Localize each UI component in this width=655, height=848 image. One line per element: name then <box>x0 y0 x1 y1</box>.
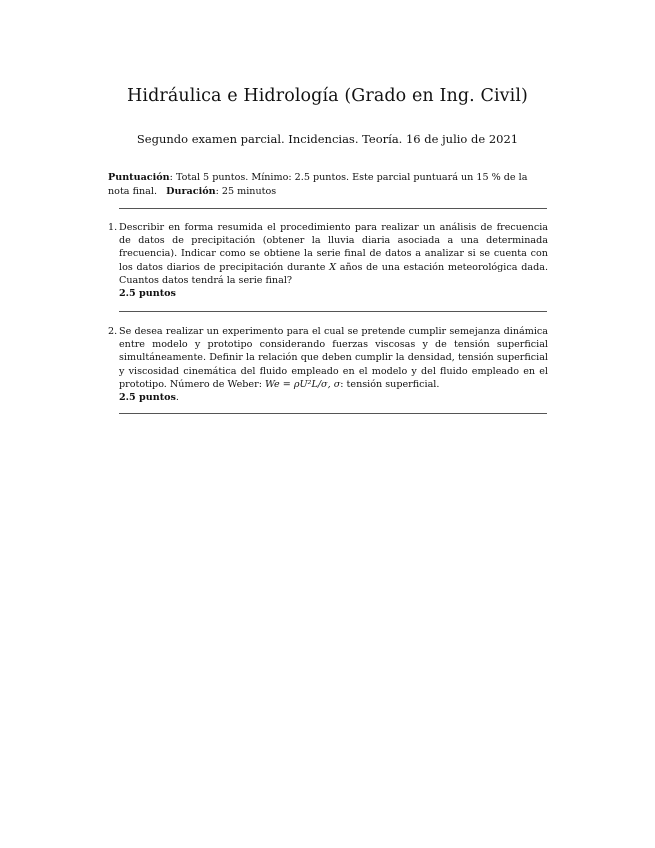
question-body <box>119 325 548 404</box>
question-text: Describir en forma resumida el procedimiento para realizar un análisis de frecuencia de datos de precipitación (obtener la lluvia diaria asociada a una determinada frecuencia). Indicar como se obtiene la serie final de datos a analizar si se cuenta con los datos diarios de precipitación durante <box>119 222 548 273</box>
divider-rule <box>119 311 547 312</box>
scoring-info <box>108 171 548 199</box>
duration-text: : 25 minutos <box>215 186 277 197</box>
weber-formula: We = ρU²L/σ, σ <box>264 378 341 390</box>
divider-rule <box>119 413 547 414</box>
question-body <box>119 221 548 300</box>
question-text: Se desea realizar un experimento para el cual se pretende cumplir semejanza dinámica entre modelo y prototipo considerando fuerzas viscosas y de tensión superficial simultáneamente. Definir la relación que deben cumplir la densidad, tensión superficial y viscosidad cinemática del fluido empleado en el modelo y del fluido empleado en el prototipo. Número de Weber: <box>119 326 548 390</box>
question-text: años de una estación meteorológica dada. Cuantos datos tendrá la serie final? <box>119 261 548 286</box>
points-suffix: . <box>175 392 179 404</box>
question-points-line <box>119 391 548 404</box>
question-number: 2. <box>108 326 118 337</box>
score-label: Puntuación <box>108 172 170 183</box>
question-points: 2.5 puntos <box>119 392 176 404</box>
exam-subtitle: Segundo examen parcial. Incidencias. Teoría. 16 de julio de 2021 <box>136 132 519 146</box>
variable: X <box>329 261 337 273</box>
question-2 <box>108 325 548 404</box>
question-points: 2.5 puntos <box>119 288 176 300</box>
duration-label: Duración <box>166 186 216 197</box>
divider-rule <box>119 208 547 209</box>
question-text: : tensión superficial. <box>340 378 440 390</box>
question-1 <box>108 221 548 300</box>
question-number: 1. <box>108 222 118 233</box>
score-text: : Total 5 puntos. Mínimo: 2.5 puntos. Este parcial puntuará un 15 % de la nota final. <box>108 172 528 197</box>
page-title: Hidráulica e Hidrología (Grado en Ing. Civil) <box>127 86 528 106</box>
